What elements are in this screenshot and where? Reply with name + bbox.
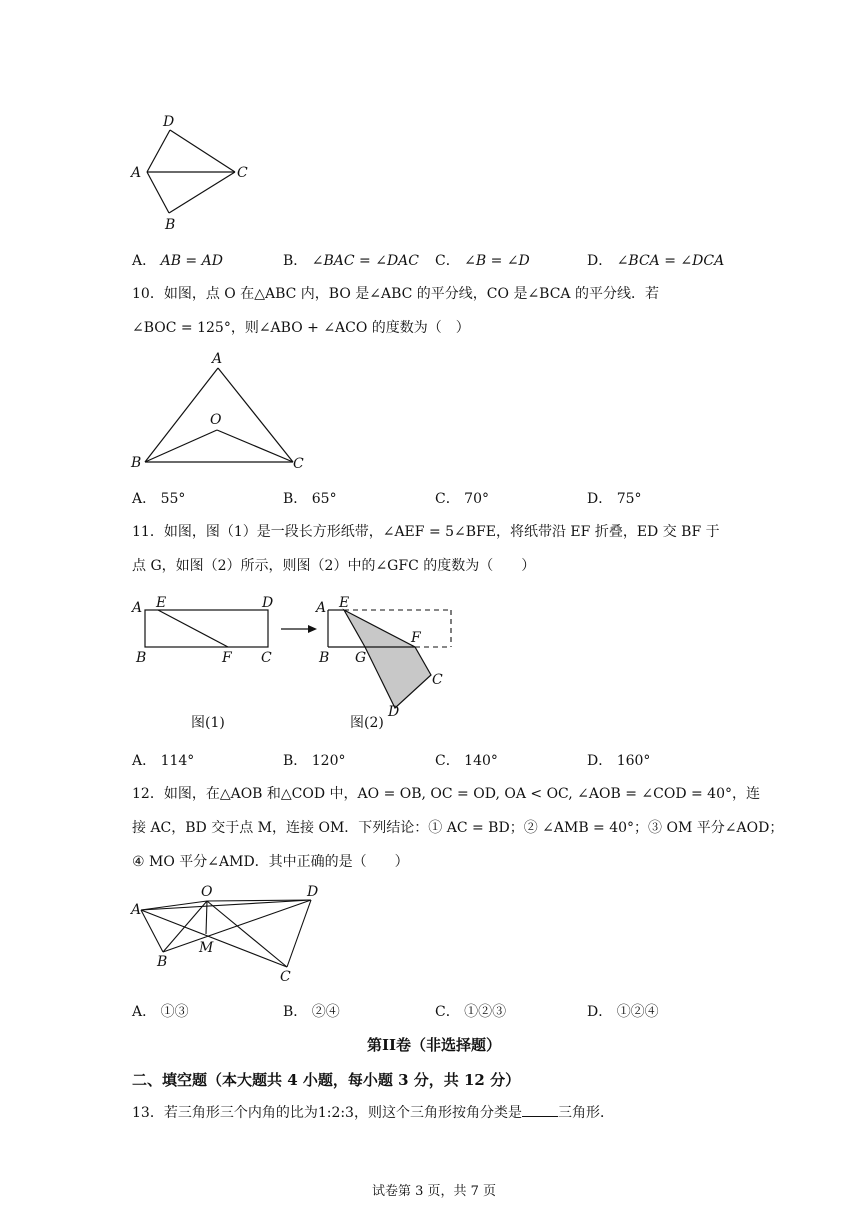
q11-caption-1: 图(1) <box>191 715 225 731</box>
q11-fig1-label-c: C <box>261 650 272 666</box>
q9-option-a[interactable]: A． AB = AD <box>132 253 223 269</box>
q10-option-d[interactable]: D． 75° <box>587 491 642 507</box>
q9-label-b: B <box>165 217 176 233</box>
q12-label-a: A <box>131 902 142 918</box>
q9-option-b[interactable]: B． ∠BAC = ∠DAC <box>283 253 419 269</box>
q11-option-a[interactable]: A． 114° <box>132 753 195 769</box>
q9-label-a: A <box>131 165 142 181</box>
q11-fig1-label-a: A <box>132 600 143 616</box>
q12-label-c: C <box>280 969 291 985</box>
q12-label-d: D <box>307 884 319 900</box>
q11-fig2-label-d: D <box>388 704 400 720</box>
q10-option-c[interactable]: C． 70° <box>435 491 489 507</box>
part-2-heading: 二、填空题（本大题共 4 小题，每小题 3 分，共 12 分） <box>132 1071 521 1089</box>
q11-fig2-label-f: F <box>411 630 421 646</box>
q11-fig1-label-d: D <box>262 595 274 611</box>
q10-option-a[interactable]: A． 55° <box>132 491 186 507</box>
q11-line-2: 点 G，如图（2）所示，则图（2）中的∠GFC 的度数为（ ） <box>132 558 536 574</box>
q11-option-c[interactable]: C． 140° <box>435 753 498 769</box>
q12-line-3: ④ MO 平分∠AMD．其中正确的是（ ） <box>132 854 409 870</box>
q10-option-b[interactable]: B． 65° <box>283 491 337 507</box>
q11-figure <box>125 590 465 720</box>
q11-fig1-label-f: F <box>222 650 232 666</box>
q10-label-a: A <box>212 351 223 367</box>
q12-option-c[interactable]: C． ①②③ <box>435 1004 507 1020</box>
page-footer: 试卷第 3 页，共 7 页 <box>371 1184 497 1199</box>
q12-line-1: 12．如图，在△AOB 和△COD 中，AO = OB, OC = OD, OA < OC, ∠AOB = ∠COD = 40°，连 <box>132 786 760 802</box>
q10-line-2: ∠BOC = 125°，则∠ABO + ∠ACO 的度数为（ ） <box>132 320 470 336</box>
q9-option-c[interactable]: C． ∠B = ∠D <box>435 253 530 269</box>
q11-option-d[interactable]: D． 160° <box>587 753 651 769</box>
q10-label-b: B <box>131 455 142 471</box>
q13-text-after: 三角形． <box>557 1105 614 1121</box>
q12-option-a[interactable]: A． ①③ <box>132 1004 189 1020</box>
q11-fig1-label-e: E <box>156 595 167 611</box>
q11-line-1: 11．如图，图（1）是一段长方形纸带，∠AEF = 5∠BFE，将纸带沿 EF 折叠，ED 交 BF 于 <box>132 524 720 540</box>
q9-label-d: D <box>163 114 175 130</box>
q11-fig2-label-g: G <box>355 650 367 666</box>
q10-label-o: O <box>210 412 222 428</box>
section-2-title: 第II卷（非选择题） <box>366 1036 502 1054</box>
q12-option-b[interactable]: B． ②④ <box>283 1004 340 1020</box>
q13-answer-blank[interactable] <box>522 1102 558 1117</box>
q9-option-d[interactable]: D． ∠BCA = ∠DCA <box>587 253 725 269</box>
q10-label-c: C <box>293 456 304 472</box>
q11-arrow <box>281 625 317 633</box>
q9-figure <box>125 108 265 238</box>
q11-caption-2: 图(2) <box>350 715 384 731</box>
q9-label-c: C <box>237 165 248 181</box>
q11-fig1-label-b: B <box>136 650 147 666</box>
q13 <box>132 1102 614 1123</box>
q12-figure <box>125 880 335 990</box>
q11-fig2-label-a: A <box>316 600 327 616</box>
q11-fig2-label-c: C <box>432 672 443 688</box>
q10-figure <box>125 346 325 476</box>
q11-fig2-label-b: B <box>319 650 330 666</box>
q12-option-d[interactable]: D． ①②④ <box>587 1004 659 1020</box>
q12-label-o: O <box>201 884 213 900</box>
q11-option-b[interactable]: B． 120° <box>283 753 346 769</box>
q12-label-b: B <box>157 954 168 970</box>
q12-label-m: M <box>199 940 214 956</box>
q11-fig2-label-e: E <box>339 595 350 611</box>
q12-line-2: 接 AC，BD 交于点 M，连接 OM．下列结论：① AC = BD；② ∠AMB = 40°；③ OM 平分∠AOD； <box>132 820 784 836</box>
q13-text-before: 13．若三角形三个内角的比为1:2:3，则这个三角形按角分类是 <box>132 1105 522 1121</box>
q10-line-1: 10．如图，点 O 在△ABC 内，BO 是∠ABC 的平分线，CO 是∠BCA 的平分线．若 <box>132 286 659 302</box>
